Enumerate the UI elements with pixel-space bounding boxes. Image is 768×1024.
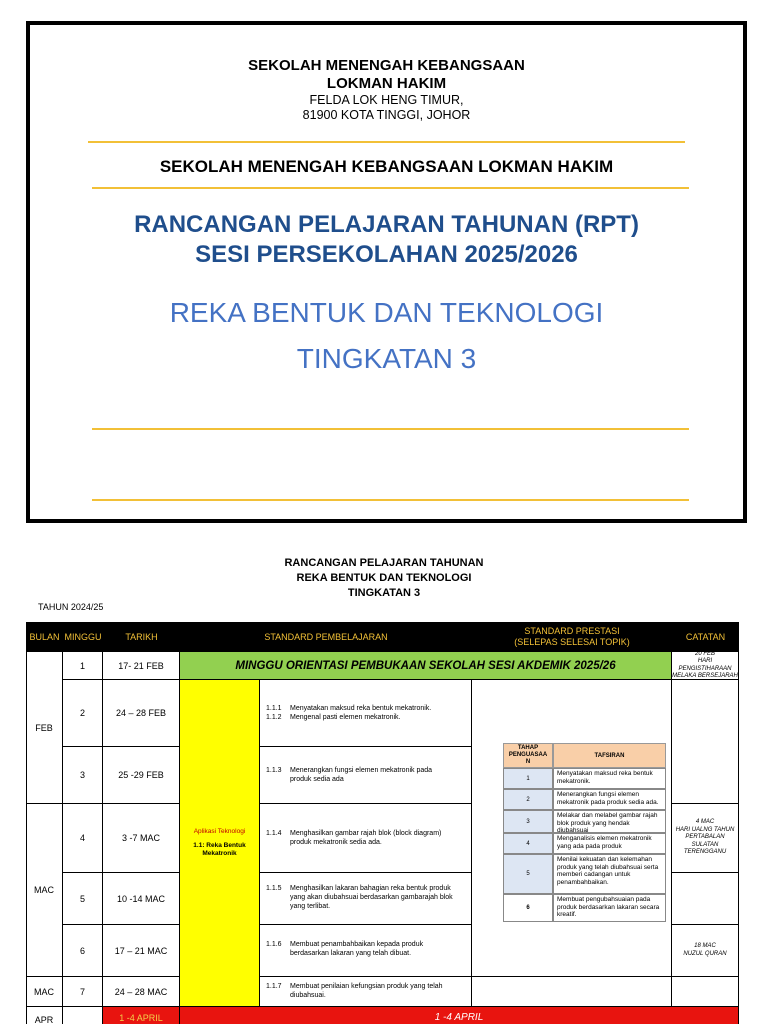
week-date: 17- 21 FEB	[103, 652, 180, 680]
catatan-cell	[672, 873, 739, 925]
tp-level: 4	[503, 833, 553, 854]
tp-level: 6	[503, 894, 553, 922]
header-tarikh: TARIKH	[103, 622, 180, 652]
week-number: 4	[63, 804, 103, 873]
week-number: 1	[63, 652, 103, 680]
address-line1: FELDA LOK HENG TIMUR,	[309, 93, 464, 107]
address-line2: 81900 KOTA TINGGI, JOHOR	[302, 108, 471, 122]
sp-item: 1.1.6 Membuat penambahbaikan kepada produk berdasarkan lakaran yang telah dibuat.	[266, 941, 424, 957]
sp-item: 1.1.2 Mengenal pasti elemen mekatronik.	[266, 714, 401, 721]
month-cell: APR	[26, 1007, 63, 1024]
tp-text: Membuat pengubahsuaian pada produk berdasarkan lakaran secara kreatif.	[553, 894, 666, 922]
topic-area: Aplikasi Teknologi	[193, 828, 246, 835]
plan-title: RANCANGAN PELAJARAN TAHUNAN	[284, 557, 484, 569]
plan-form: TINGKATAN 3	[347, 587, 421, 599]
cover-page	[26, 21, 747, 523]
tp-text: Menerangkan fungsi elemen mekatronik pada produk sedia ada.	[553, 789, 666, 810]
month-cell: MAC	[26, 804, 63, 977]
sp-item: 1.1.1 Menyatakan maksud reka bentuk mekatronik.	[266, 705, 432, 712]
year-label: TAHUN 2024/25	[38, 602, 104, 612]
divider	[92, 428, 689, 430]
week-date: 25 -29 FEB	[103, 747, 180, 804]
divider	[92, 187, 689, 189]
standard-prestasi-cell	[472, 977, 672, 1007]
catatan-cell	[672, 680, 739, 804]
school-name-line2: LOKMAN HAKIM	[326, 75, 447, 92]
week-date: 24 – 28 MAC	[103, 977, 180, 1007]
catatan-cell: 18 MAC NUZUL QURAN	[672, 925, 739, 977]
school-full-name: SEKOLAH MENENGAH KEBANGSAAN LOKMAN HAKIM	[159, 157, 614, 176]
catatan-date: 20 FEB	[694, 650, 715, 657]
april-date: 1 -4 APRIL	[103, 1007, 180, 1024]
topic-title: 1.1: Reka Bentuk	[193, 842, 246, 849]
tp-level: 3	[503, 810, 553, 833]
tp-level: 5	[503, 854, 553, 894]
tp-text: Melakar dan melabel gambar rajah blok produk yang hendak diubahsuai	[553, 810, 666, 833]
week-number: 6	[63, 925, 103, 977]
tp-text: Menilai kekuatan dan kelemahan produk yang telah diubahsuai serta memberi cadangan untuk penambahbaikan.	[553, 854, 666, 894]
school-name-line1: SEKOLAH MENENGAH KEBANGSAAN	[248, 57, 525, 74]
sp-item: 1.1.5 Menghasilkan lakaran bahagian reka bentuk produk yang akan diubahsuai berdasarkan gambarajah blok yang terlibat.	[266, 885, 453, 910]
week-number: 7	[63, 977, 103, 1007]
rpt-title: RANCANGAN PELAJARAN TAHUNAN (RPT)	[134, 211, 639, 238]
month-cell: FEB	[26, 652, 63, 804]
week-number: 5	[63, 873, 103, 925]
divider	[92, 499, 689, 501]
tp-level: 2	[503, 789, 553, 810]
tafsiran-header: TAFSIRAN	[553, 743, 666, 768]
header-standard-pembelajaran: STANDARD PEMBELAJARAN	[180, 622, 472, 652]
orientation-banner: MINGGU ORIENTASI PEMBUKAAN SEKOLAH SESI AKDEMIK 2025/26	[180, 652, 672, 680]
week-number	[63, 1007, 103, 1024]
month-cell: MAC	[26, 977, 63, 1007]
week-date: 3 -7 MAC	[103, 804, 180, 873]
week-date: 17 – 21 MAC	[103, 925, 180, 977]
session-title: SESI PERSEKOLAHAN 2025/2026	[195, 241, 578, 268]
topic-cell: Aplikasi Teknologi 1.1: Reka Bentuk Mekatronik	[180, 680, 260, 1007]
header-standard-prestasi: STANDARD PRESTASI (SELEPAS SELESAI TOPIK)	[472, 622, 672, 652]
header-catatan: CATATAN	[672, 622, 739, 652]
week-number: 2	[63, 680, 103, 747]
header-minggu: MINGGU	[63, 622, 103, 652]
plan-table	[26, 622, 739, 1024]
sp-item: 1.1.4 Menghasilkan gambar rajah blok (block diagram) produk mekatronik sedia ada.	[266, 830, 442, 846]
catatan-cell	[672, 977, 739, 1007]
april-banner: 1 -4 APRIL	[180, 1007, 739, 1024]
catatan-date: 18 MAC	[694, 943, 716, 949]
tp-text: Menyatakan maksud reka bentuk mekatronik.	[553, 768, 666, 789]
header-bulan: BULAN	[26, 622, 63, 652]
catatan-cell: 20 FEB HARI PENGISTIHARAAN MELAKA BERSEJARAH	[672, 650, 738, 679]
catatan-date: 4 MAC	[695, 819, 715, 826]
sp-item: 1.1.7 Membuat penilaian kefungsian produk yang telah diubahsuai.	[266, 983, 443, 999]
subject-title: REKA BENTUK DAN TEKNOLOGI	[169, 297, 604, 328]
week-date: 24 – 28 FEB	[103, 680, 180, 747]
catatan-cell: 4 MAC HARI UALNG TAHUN PERTABALAN SULATAN TERENGGANU	[672, 804, 739, 873]
tp-header: TAHAP PENGUASAA N	[503, 743, 553, 768]
plan-subject: REKA BENTUK DAN TEKNOLOGI	[296, 572, 472, 584]
tp-level: 1	[503, 768, 553, 789]
form-title: TINGKATAN 3	[296, 343, 477, 374]
week-number: 3	[63, 747, 103, 804]
divider	[88, 141, 685, 143]
tp-text: Menganalisis elemen mekatronik yang ada pada produk	[553, 833, 666, 854]
week-date: 10 -14 MAC	[103, 873, 180, 925]
sp-item: 1.1.3 Menerangkan fungsi elemen mekatronik pada produk sedia ada	[266, 767, 433, 783]
